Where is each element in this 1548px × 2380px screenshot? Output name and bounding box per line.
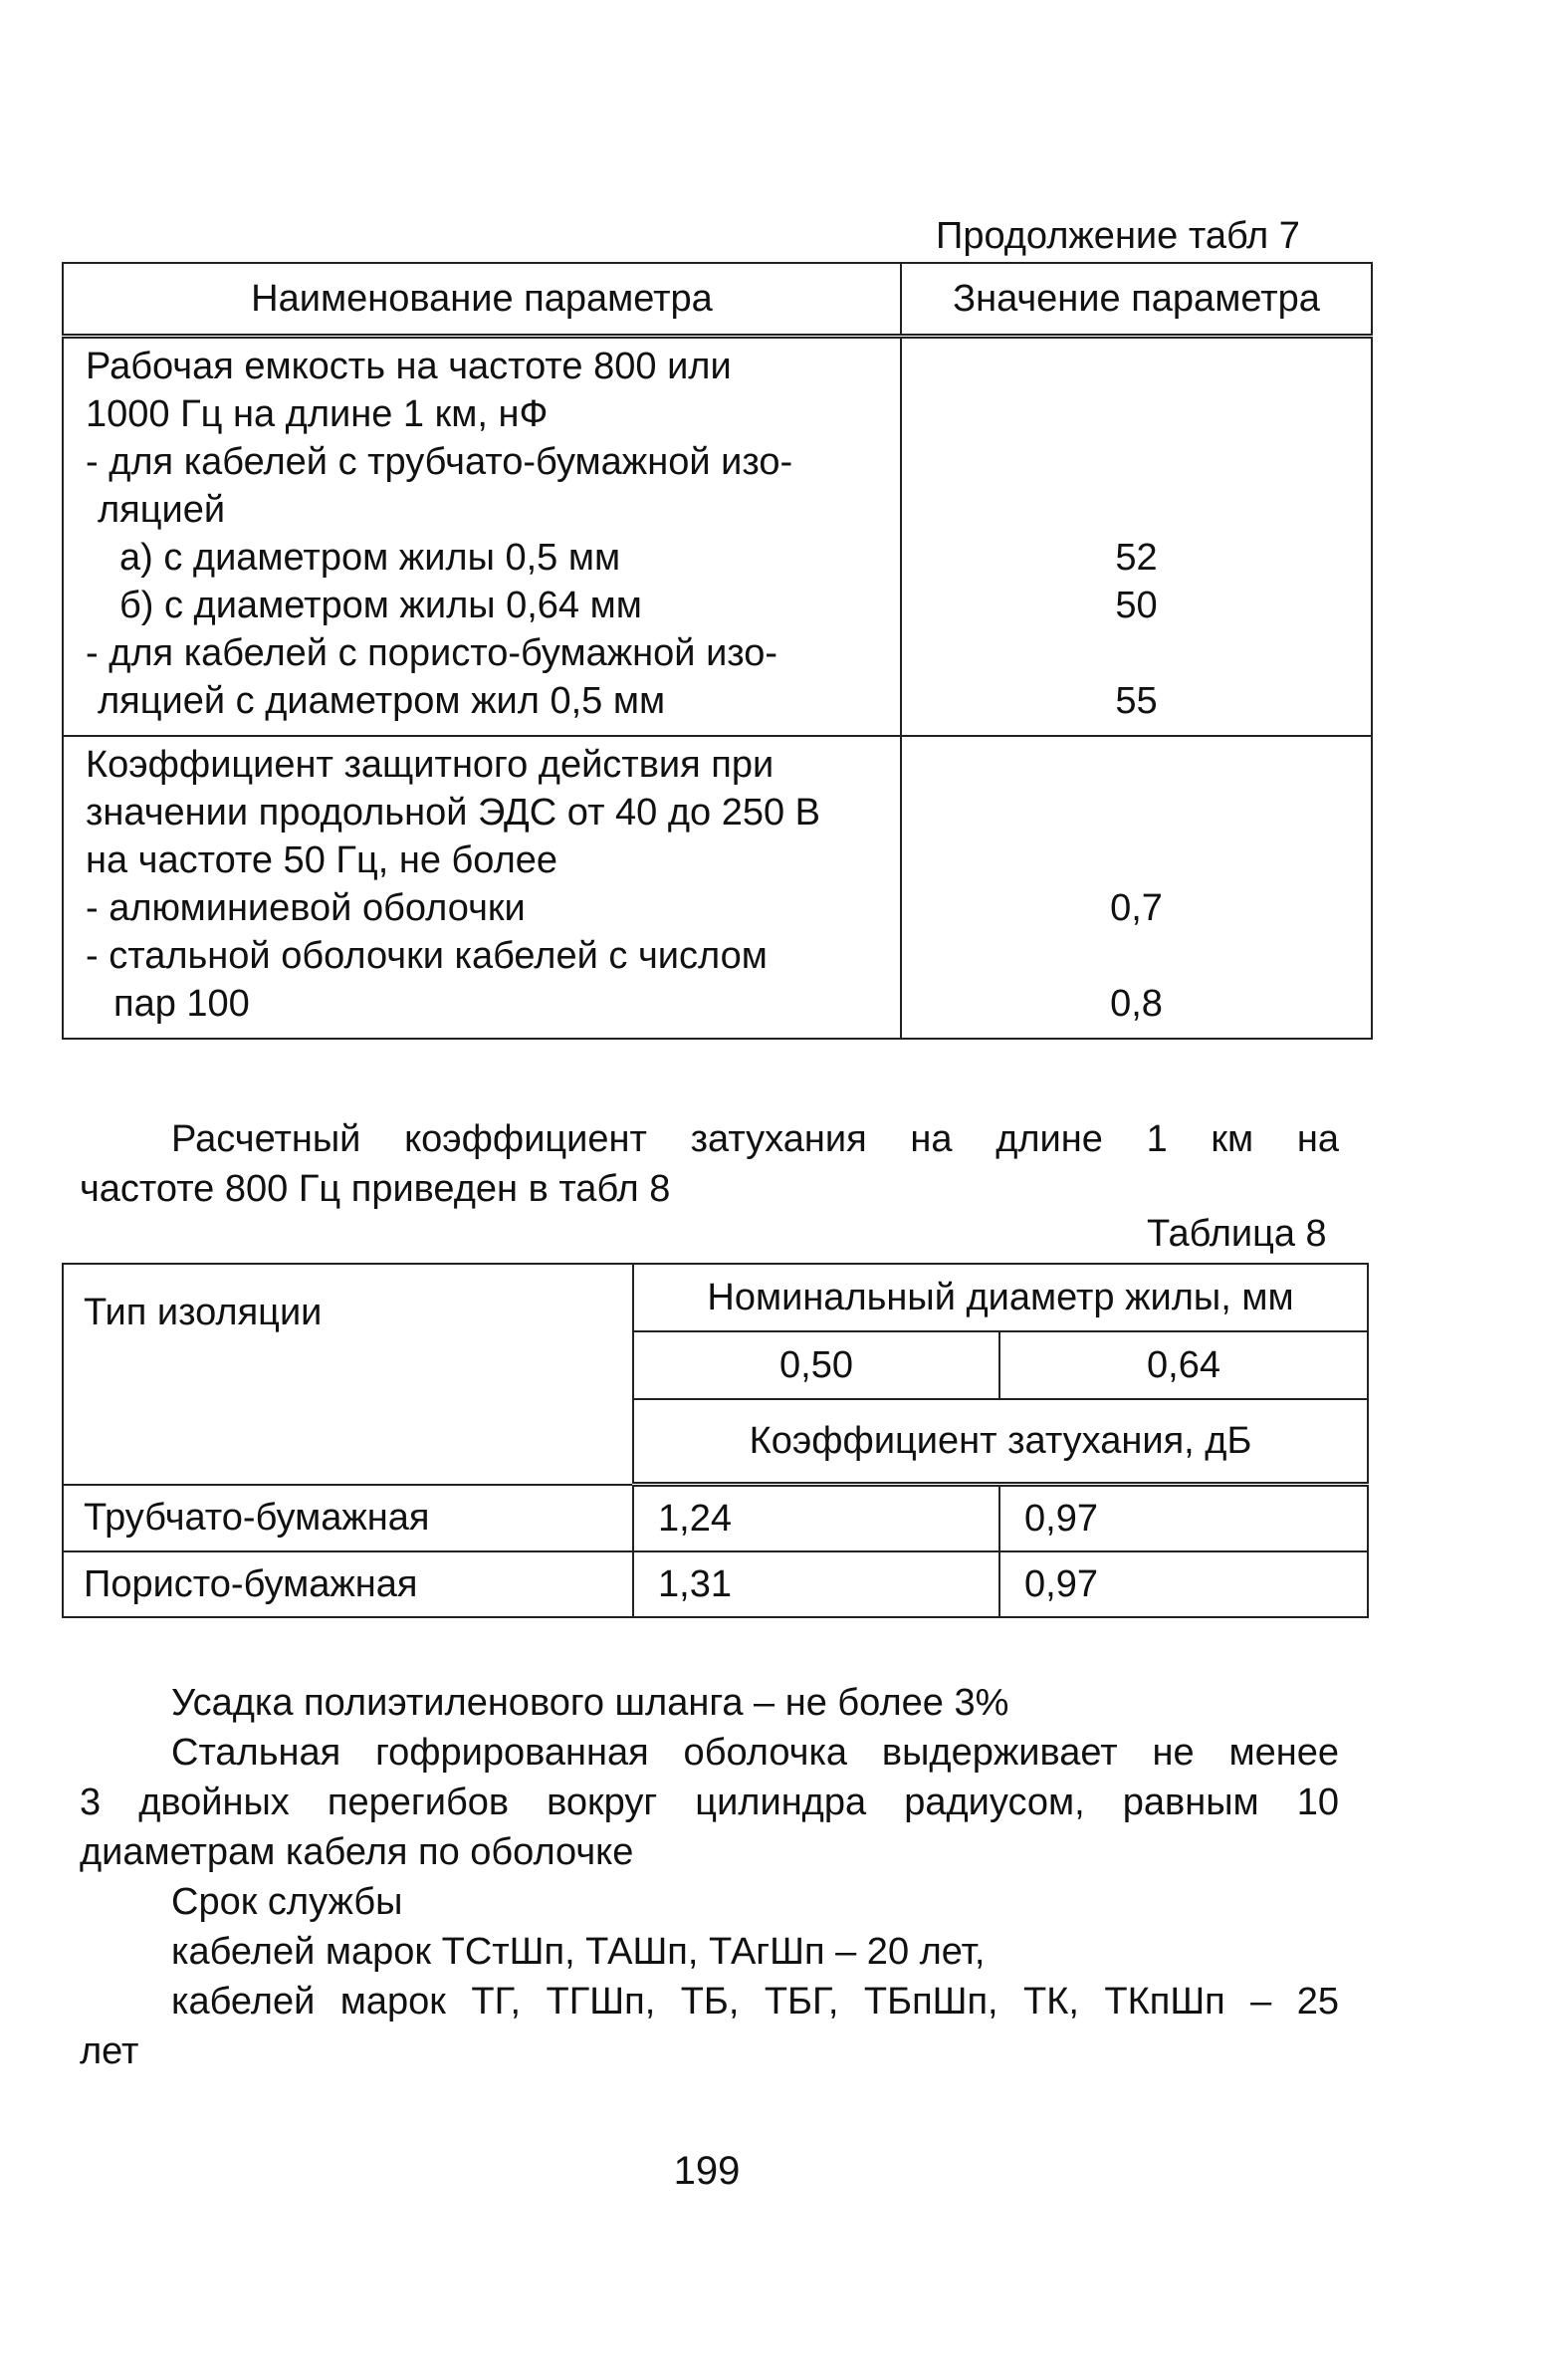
table-row bbox=[63, 1485, 1368, 1552]
value-line bbox=[902, 390, 1371, 438]
table7-caption: Продолжение табл 7 bbox=[936, 215, 1300, 257]
column-header-insulation-type: Тип изоляции bbox=[63, 1264, 633, 1485]
text-line: - стальной оболочки кабелей с числом bbox=[86, 935, 768, 977]
text-line: Коэффициент защитного действия при bbox=[86, 744, 774, 786]
text-line: 1000 Гц на длине 1 км, нФ bbox=[86, 393, 549, 435]
text-line: а) с диаметром жилы 0,5 мм bbox=[119, 537, 621, 579]
text-line: на частоте 50 Гц, не более bbox=[86, 839, 558, 881]
insulation-type-cell: Трубчато-бумажная bbox=[63, 1485, 633, 1552]
text-line: ляцией с диаметром жил 0,5 мм bbox=[98, 680, 666, 722]
value-line bbox=[902, 932, 1371, 980]
paragraph-line: лет bbox=[80, 2030, 139, 2072]
value-cell bbox=[901, 337, 1372, 737]
paragraph-line: Срок службы bbox=[171, 1881, 403, 1923]
value-line bbox=[902, 343, 1371, 390]
paragraph-line: кабелей марок ТГ, ТГШп, ТБ, ТБГ, ТБпШп, ТК, ТКпШп – 25 bbox=[171, 1981, 1339, 2023]
table-row bbox=[63, 337, 1372, 737]
value-line: 0,8 bbox=[1110, 983, 1163, 1025]
table-row bbox=[63, 1551, 1368, 1617]
value-line bbox=[902, 486, 1371, 534]
diameter-value: 0,50 bbox=[633, 1331, 999, 1399]
value-line bbox=[902, 836, 1371, 884]
value-cell bbox=[901, 736, 1372, 1039]
column-header-parameter-name: Наименование параметра bbox=[63, 263, 901, 337]
text-line: Рабочая емкость на частоте 800 или bbox=[86, 346, 732, 387]
column-header-attenuation: Коэффициент затухания, дБ bbox=[633, 1399, 1368, 1485]
text-line: значении продольной ЭДС от 40 до 250 В bbox=[86, 792, 821, 833]
text-line: пар 100 bbox=[113, 983, 250, 1025]
column-header-parameter-value: Значение параметра bbox=[901, 263, 1372, 337]
text-line: ляцией bbox=[98, 489, 226, 531]
page-number: 199 bbox=[673, 2149, 741, 2193]
value-line: 55 bbox=[1115, 680, 1158, 722]
insulation-type-cell: Пористо-бумажная bbox=[63, 1551, 633, 1617]
paragraph-line: Усадка полиэтиленового шланга – не более 3% bbox=[171, 1682, 1009, 1724]
attenuation-cell: 0,97 bbox=[999, 1551, 1368, 1617]
attenuation-cell: 0,97 bbox=[999, 1485, 1368, 1552]
paragraph-line: кабелей марок ТСтШп, ТАШп, ТАгШп – 20 лет, bbox=[171, 1931, 986, 1973]
value-line bbox=[902, 629, 1371, 677]
value-line bbox=[902, 789, 1371, 836]
value-line: 52 bbox=[1115, 537, 1158, 579]
value-line bbox=[902, 741, 1371, 789]
table-row bbox=[63, 736, 1372, 1039]
text-line: - алюминиевой оболочки bbox=[86, 887, 526, 929]
value-line: 50 bbox=[1115, 585, 1158, 626]
text-line: - для кабелей с пористо-бумажной изо- bbox=[86, 632, 778, 674]
diameter-value: 0,64 bbox=[999, 1331, 1368, 1399]
paragraph-line: диаметрам кабеля по оболочке bbox=[80, 1831, 634, 1873]
text-line: б) с диаметром жилы 0,64 мм bbox=[119, 585, 642, 626]
value-line bbox=[902, 438, 1371, 486]
value-line: 0,7 bbox=[1110, 887, 1163, 929]
table8-caption: Таблица 8 bbox=[1147, 1213, 1327, 1255]
parameter-cell bbox=[63, 337, 901, 737]
text-line: - для кабелей с трубчато-бумажной изо- bbox=[86, 441, 793, 483]
paragraph-line: Расчетный коэффициент затухания на длине 1 км на bbox=[171, 1118, 1339, 1160]
paragraph-line: 3 двойных перегибов вокруг цилиндра радиусом, равным 10 bbox=[80, 1782, 1339, 1823]
table-8 bbox=[62, 1263, 1369, 1618]
paragraph-line: Стальная гофрированная оболочка выдерживает не менее bbox=[171, 1732, 1339, 1774]
table-7 bbox=[62, 262, 1373, 1040]
paragraph-line: частоте 800 Гц приведен в табл 8 bbox=[80, 1168, 671, 1210]
attenuation-cell: 1,24 bbox=[633, 1485, 999, 1552]
attenuation-cell: 1,31 bbox=[633, 1551, 999, 1617]
parameter-cell bbox=[63, 736, 901, 1039]
column-header-nominal-diameter: Номинальный диаметр жилы, мм bbox=[633, 1264, 1368, 1331]
